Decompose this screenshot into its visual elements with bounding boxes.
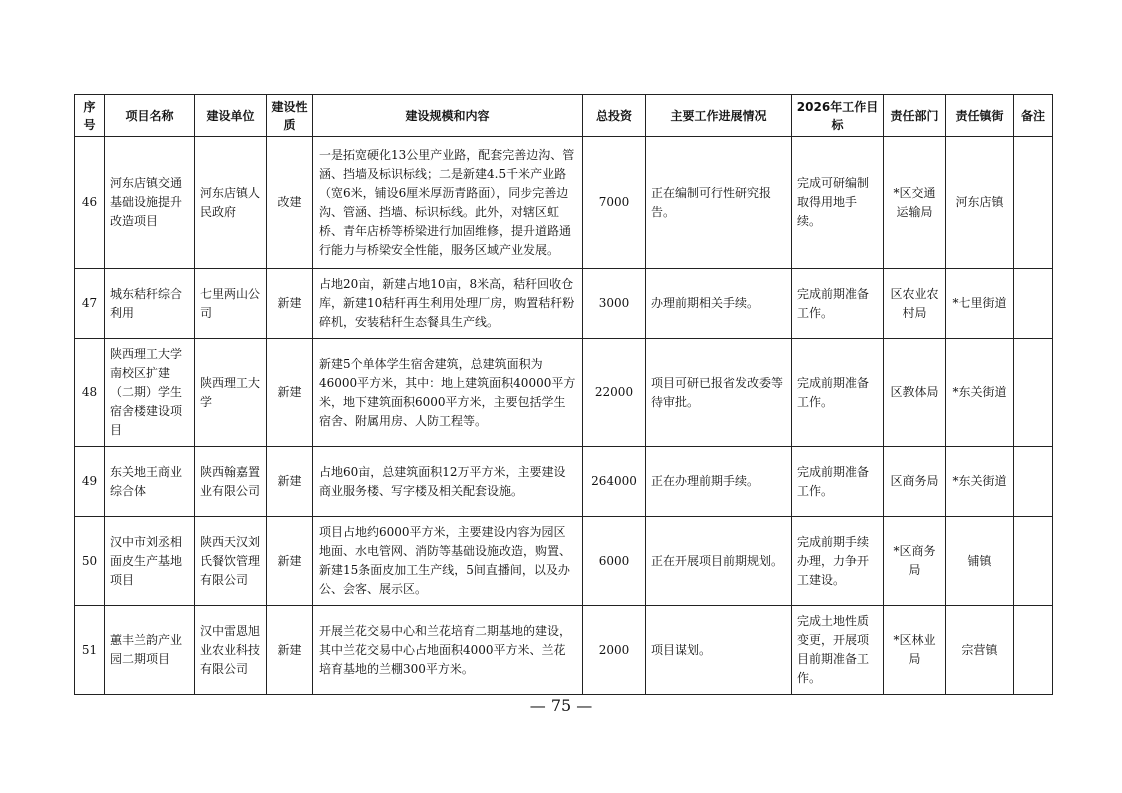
cell-unit: 河东店镇人民政府 [195,137,267,269]
cell-nature: 新建 [267,339,313,447]
table-row [75,339,1053,447]
header-remark: 备注 [1014,95,1053,137]
cell-investment: 22000 [583,339,646,447]
cell-progress: 项目谋划。 [646,606,792,695]
header-town: 责任镇街 [946,95,1014,137]
cell-remark [1014,269,1053,339]
cell-nature: 改建 [267,137,313,269]
cell-target: 完成土地性质变更，开展项目前期准备工作。 [792,606,884,695]
cell-progress: 正在办理前期手续。 [646,447,792,517]
cell-scale: 新建5个单体学生宿舍建筑，总建筑面积为46000平方米，其中：地上建筑面积40000平方米，地下建筑面积6000平方米，主要包括学生宿舍、附属用房、人防工程等。 [313,339,583,447]
page-number: — 75 — [529,696,593,715]
cell-name: 蕙丰兰韵产业园二期项目 [105,606,195,695]
table-row [75,606,1053,695]
cell-target: 完成前期准备工作。 [792,447,884,517]
cell-scale: 占地20亩，新建占地10亩，8米高，秸秆回收仓库，新建10秸秆再生利用处理厂房，购置秸秆粉碎机，安装秸秆生态餐具生产线。 [313,269,583,339]
cell-target: 完成可研编制取得用地手续。 [792,137,884,269]
table-row [75,517,1053,606]
header-progress: 主要工作进展情况 [646,95,792,137]
cell-name: 陕西理工大学南校区扩建（二期）学生宿舍楼建设项目 [105,339,195,447]
table-header-row [75,95,1053,137]
cell-town: 宗营镇 [946,606,1014,695]
cell-remark [1014,606,1053,695]
cell-investment: 7000 [583,137,646,269]
header-nature: 建设性质 [267,95,313,137]
cell-dept: 区教体局 [884,339,946,447]
header-investment: 总投资 [583,95,646,137]
cell-nature: 新建 [267,447,313,517]
cell-town: *七里街道 [946,269,1014,339]
header-dept: 责任部门 [884,95,946,137]
cell-unit: 汉中雷恩旭业农业科技有限公司 [195,606,267,695]
cell-progress: 办理前期相关手续。 [646,269,792,339]
cell-dept: 区商务局 [884,447,946,517]
cell-dept: 区农业农村局 [884,269,946,339]
header-no: 序号 [75,95,105,137]
table-row [75,447,1053,517]
cell-dept: *区商务局 [884,517,946,606]
header-scale: 建设规模和内容 [313,95,583,137]
cell-no: 48 [75,339,105,447]
cell-progress: 项目可研已报省发改委等待审批。 [646,339,792,447]
cell-investment: 6000 [583,517,646,606]
cell-scale: 一是拓宽硬化13公里产业路，配套完善边沟、管涵、挡墙及标识标线；二是新建4.5千米产业路（宽6米，铺设6厘米厚沥青路面），同步完善边沟、管涵、挡墙、标识标线。此外，对辖区虹桥、青年店桥等桥梁进行加固维修，提升道路通行能力与桥梁安全性能，服务区域产业发展。 [313,137,583,269]
cell-name: 河东店镇交通基础设施提升改造项目 [105,137,195,269]
cell-name: 汉中市刘丞相面皮生产基地项目 [105,517,195,606]
cell-scale: 开展兰花交易中心和兰花培育二期基地的建设，其中兰花交易中心占地面积4000平方米、兰花培育基地的兰棚300平方米。 [313,606,583,695]
cell-town: 河东店镇 [946,137,1014,269]
cell-town: *东关街道 [946,447,1014,517]
cell-dept: *区交通运输局 [884,137,946,269]
cell-nature: 新建 [267,517,313,606]
table-row [75,269,1053,339]
cell-town: 铺镇 [946,517,1014,606]
cell-scale: 项目占地约6000平方米，主要建设内容为园区地面、水电管网、消防等基础设施改造，购置、新建15条面皮加工生产线，5间直播间，以及办公、会客、展示区。 [313,517,583,606]
cell-progress: 正在开展项目前期规划。 [646,517,792,606]
cell-unit: 陕西天汉刘氏餐饮管理有限公司 [195,517,267,606]
cell-no: 49 [75,447,105,517]
cell-town: *东关街道 [946,339,1014,447]
cell-progress: 正在编制可行性研究报告。 [646,137,792,269]
cell-investment: 3000 [583,269,646,339]
cell-unit: 七里两山公司 [195,269,267,339]
cell-nature: 新建 [267,606,313,695]
header-target: 2026年工作目标 [792,95,884,137]
cell-remark [1014,339,1053,447]
header-unit: 建设单位 [195,95,267,137]
cell-target: 完成前期准备工作。 [792,339,884,447]
cell-unit: 陕西翰嘉置业有限公司 [195,447,267,517]
cell-no: 50 [75,517,105,606]
table-row [75,137,1053,269]
cell-remark [1014,447,1053,517]
cell-no: 51 [75,606,105,695]
cell-investment: 2000 [583,606,646,695]
cell-target: 完成前期准备工作。 [792,269,884,339]
cell-name: 东关地王商业综合体 [105,447,195,517]
cell-remark [1014,137,1053,269]
project-table [74,94,1053,695]
cell-target: 完成前期手续办理，力争开工建设。 [792,517,884,606]
cell-unit: 陕西理工大学 [195,339,267,447]
cell-name: 城东秸秆综合利用 [105,269,195,339]
cell-remark [1014,517,1053,606]
cell-no: 47 [75,269,105,339]
cell-nature: 新建 [267,269,313,339]
header-name: 项目名称 [105,95,195,137]
cell-investment: 264000 [583,447,646,517]
cell-scale: 占地60亩，总建筑面积12万平方米，主要建设商业服务楼、写字楼及相关配套设施。 [313,447,583,517]
cell-no: 46 [75,137,105,269]
cell-dept: *区林业局 [884,606,946,695]
